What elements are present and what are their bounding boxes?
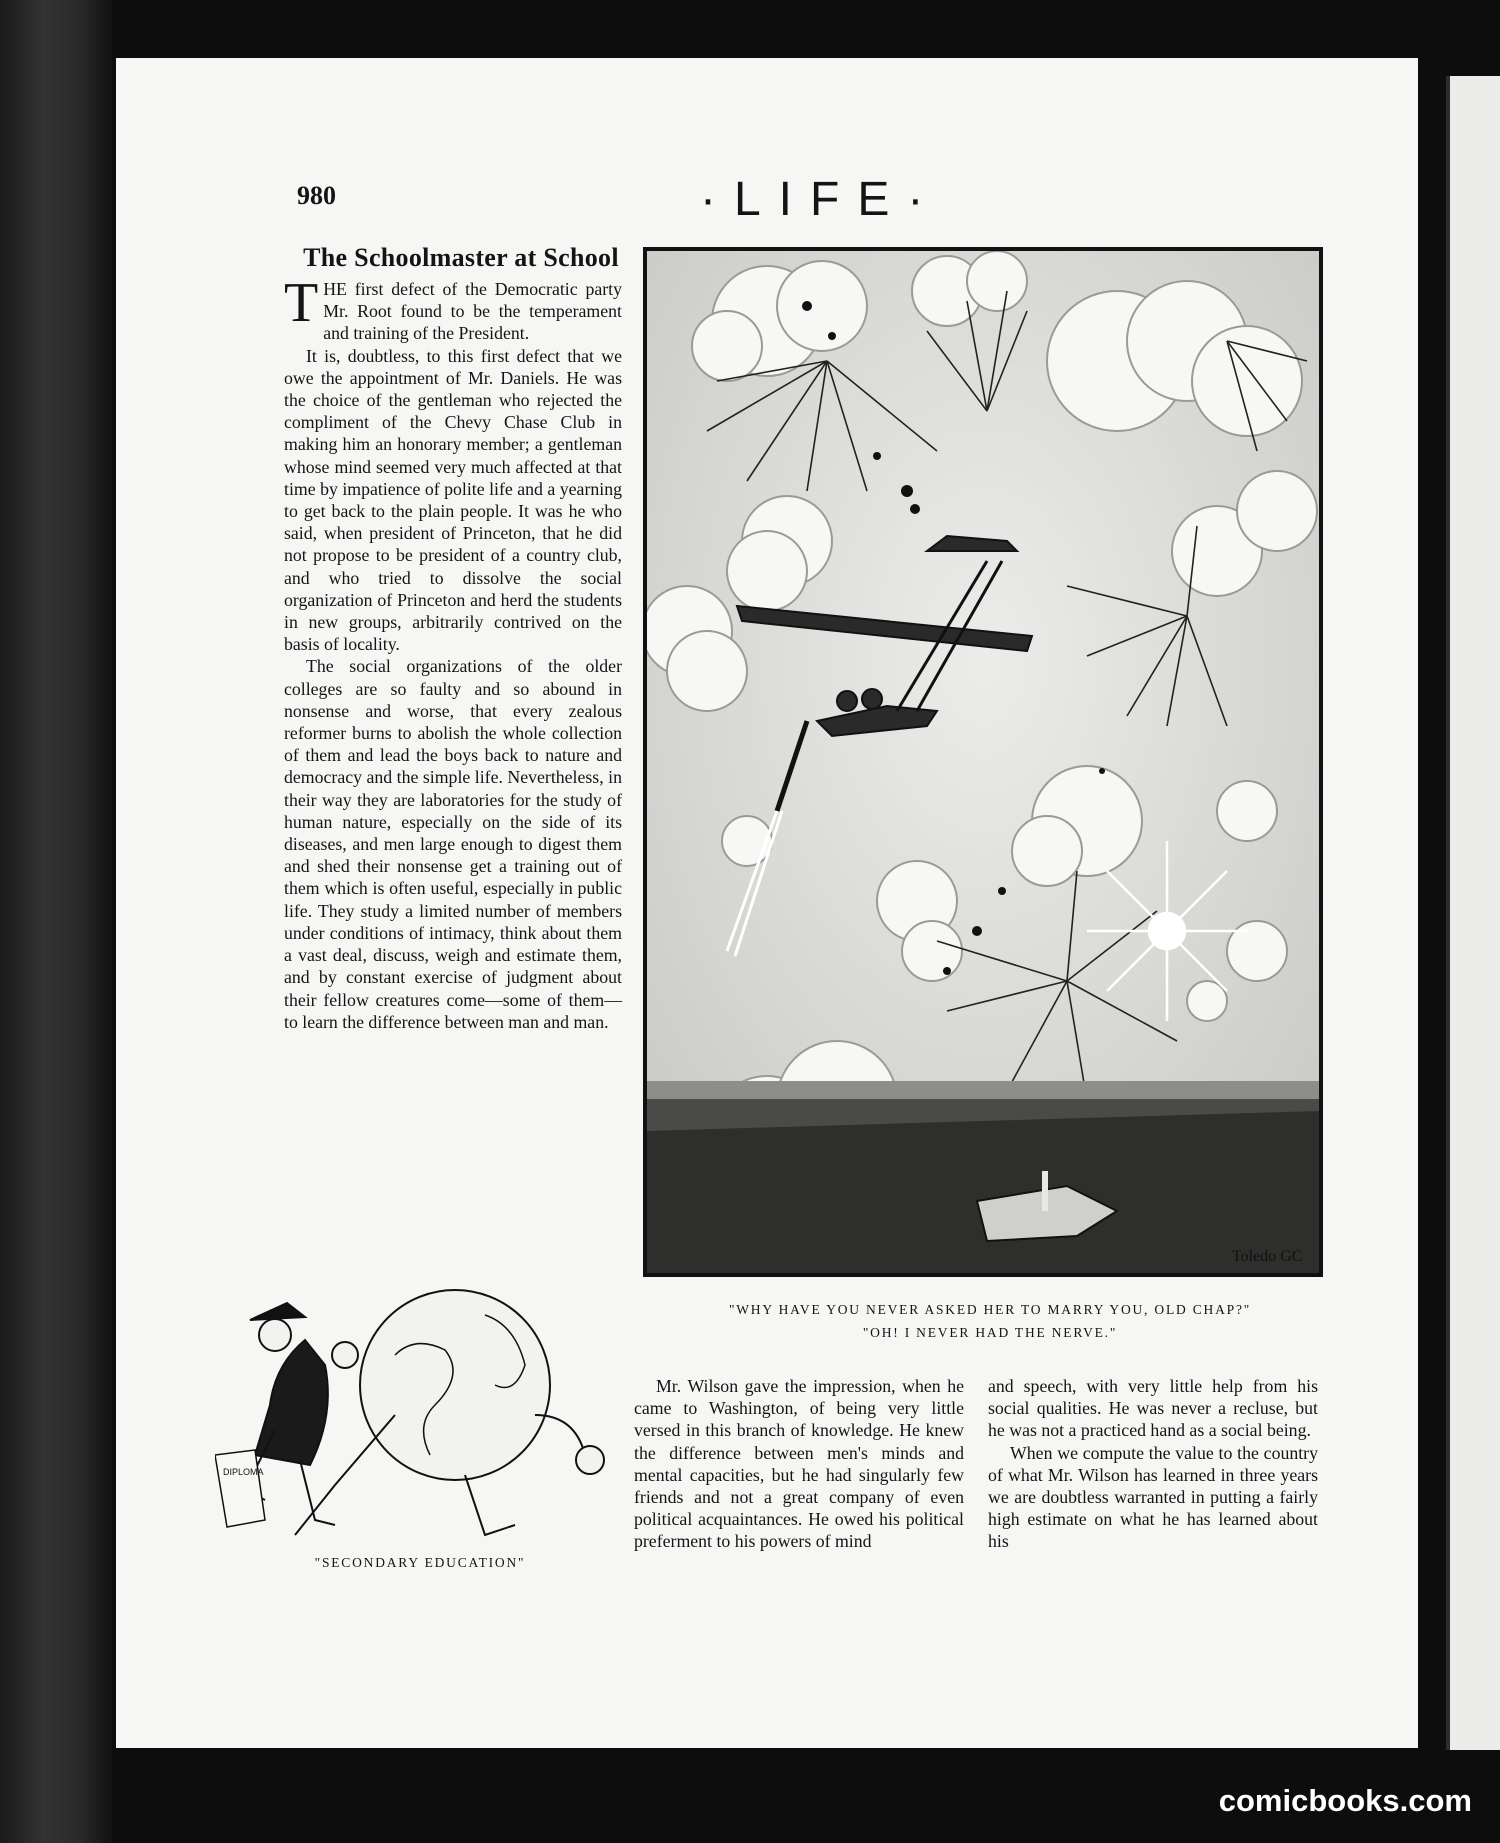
- scan-left-edge: [0, 0, 112, 1843]
- article-column-left: [284, 272, 622, 1033]
- article-title: The Schoolmaster at School: [303, 243, 619, 272]
- facing-page-edge: [1446, 76, 1500, 1750]
- article-paragraph: and speech, with very little help from his social qualities. He was never a recluse, but he was not a practiced hand as a social being.: [988, 1376, 1318, 1441]
- article-paragraph: The social organizations of the older colleges are so faulty and so abound in nonsense and worse, that every zealous reformer burns to abolish the whole collection of them and lead the boys back to nature and democracy and the simple life. Nevertheless, in their way they are laboratories for the study of human nature, especially on the side of its diseases, and men large enough to digest them and shed their nonsense get a training out of them which is often useful, especially in public life. They study a limited number of members under conditions of intimacy, think about them a vast deal, discuss, weigh and estimate them, and by constant exercise of judgment about their fellow creatures come—some of them—to learn the difference between man and man.: [284, 656, 622, 1032]
- drop-cap: T: [284, 272, 319, 334]
- article-paragraph: It is, doubtless, to this first defect that we owe the appointment of Mr. Daniels. He was the choice of the gentleman who rejected the compliment of the Chevy Chase Club in making him an honorary member; a gentleman whose mind seemed very much affected at that time by impatience of polite life and a yearning to get back to the plain people. It was he who said, when president of Princeton, that he did not propose to be president of a country club, and who tried to dissolve the social organization of Princeton and herd the students in new groups, arbitrarily contrived on the basis of locality.: [284, 345, 622, 655]
- page-number: 980: [297, 181, 336, 210]
- caption-line: "WHY HAVE YOU NEVER ASKED HER TO MARRY YOU, OLD CHAP?": [728, 1302, 1252, 1317]
- secondary-education-caption: "SECONDARY EDUCATION": [314, 1555, 526, 1570]
- airplane-cartoon: [643, 247, 1323, 1277]
- cartoon-caption: [680, 1298, 1300, 1344]
- watermark-text: comicbooks.com: [1218, 1783, 1472, 1818]
- article-paragraph: Mr. Wilson gave the impression, when he came to Washington, of being very little versed in this branch of knowledge. He knew the difference between men's minds and mental capacities, but he had singularly few friends and not a great company of even political acquaintances. He owed his political preferment to his powers of mind: [634, 1376, 964, 1552]
- article-column-middle: [634, 1375, 964, 1553]
- secondary-education-cartoon: [215, 1255, 635, 1545]
- masthead-life: ·LIFE·: [700, 173, 942, 226]
- article-paragraph: THE first defect of the Democratic party Mr. Root found to be the temperament and training of the President.: [284, 272, 622, 344]
- diploma-label: DIPLOMA: [223, 1467, 264, 1477]
- article-paragraph: When we compute the value to the country of what Mr. Wilson has learned in three years we are doubtless warranted in putting a fairly high estimate on what he has learned about his: [988, 1442, 1318, 1552]
- illustration-signature: Toledo GC: [1232, 1248, 1303, 1265]
- caption-line: "OH! I NEVER HAD THE NERVE.": [862, 1325, 1118, 1340]
- article-column-right: [988, 1375, 1318, 1553]
